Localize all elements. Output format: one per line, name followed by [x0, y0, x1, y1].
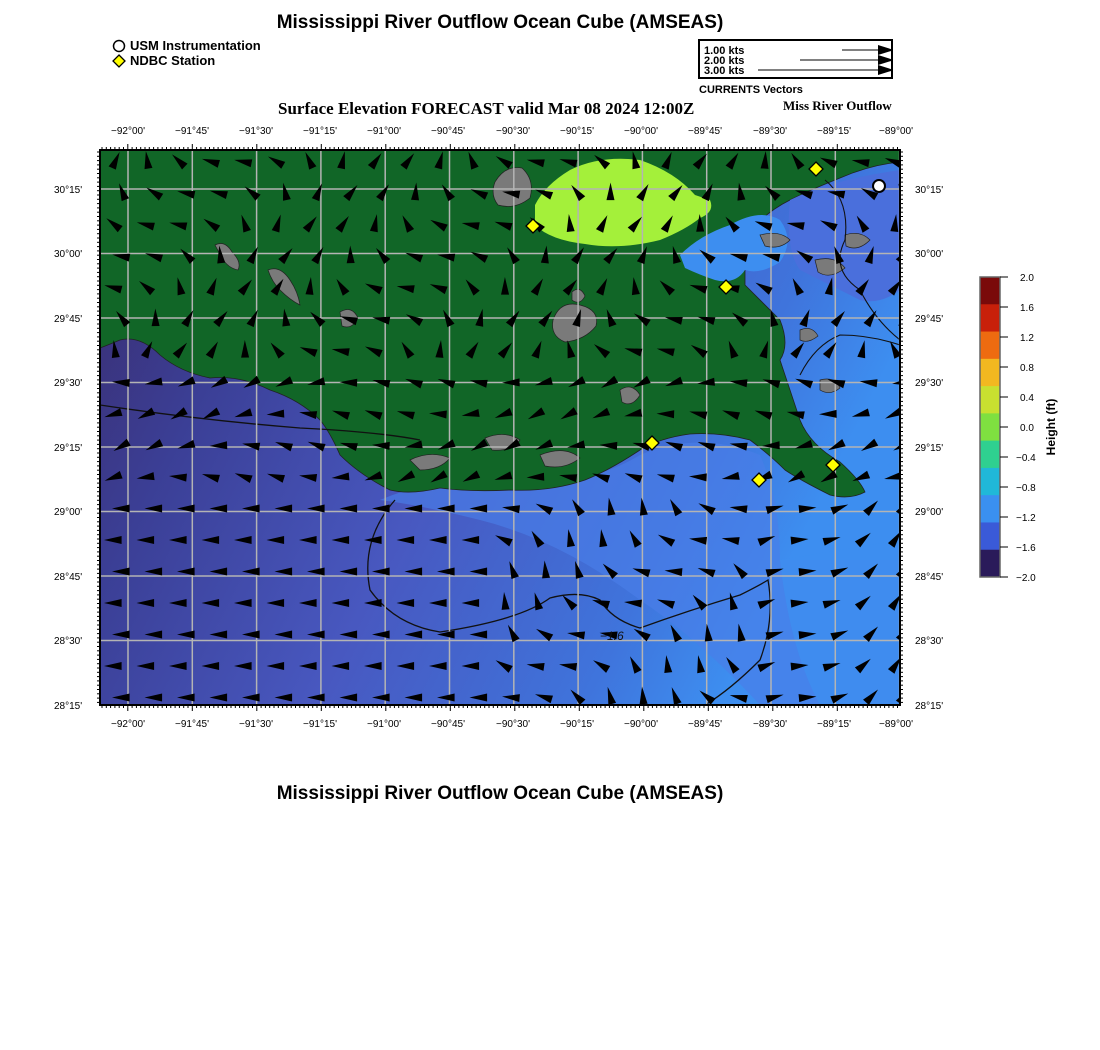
lat-tick-left: 29°30'	[54, 378, 83, 389]
lat-tick-left: 29°15'	[54, 443, 83, 454]
vector-caption: CURRENTS Vectors	[699, 84, 803, 96]
top-title: Mississippi River Outflow Ocean Cube (AMSEAS)	[276, 12, 724, 33]
lon-tick-top: −89°30'	[753, 126, 787, 137]
colorbar-tick: 2.0	[1020, 273, 1034, 284]
colorbar-tick: 0.0	[1020, 423, 1034, 434]
lat-tick-left: 28°30'	[54, 636, 83, 647]
colorbar-segment	[980, 304, 1000, 332]
lon-tick-bottom: −89°00'	[879, 719, 913, 730]
lat-tick-right: 29°00'	[915, 507, 944, 518]
lat-tick-right: 28°45'	[915, 572, 944, 583]
lon-tick-top: −91°45'	[175, 126, 209, 137]
colorbar-tick: 1.6	[1020, 303, 1034, 314]
colorbar-segment	[980, 468, 1000, 496]
lon-tick-top: −91°30'	[239, 126, 273, 137]
lon-tick-bottom: −90°45'	[431, 719, 465, 730]
lon-tick-top: −89°00'	[879, 126, 913, 137]
lat-tick-left: 30°00'	[54, 249, 83, 260]
usm-instrument-marker[interactable]	[873, 180, 885, 192]
lat-tick-right: 29°30'	[915, 378, 944, 389]
lon-tick-bottom: −89°30'	[753, 719, 787, 730]
lat-tick-left: 29°45'	[54, 314, 83, 325]
colorbar-segment	[980, 550, 1000, 578]
lat-tick-left: 28°15'	[54, 701, 83, 712]
colorbar-segment	[980, 386, 1000, 414]
lat-tick-left: 29°00'	[54, 507, 83, 518]
lon-tick-bottom: −90°00'	[624, 719, 658, 730]
lon-tick-top: −89°45'	[688, 126, 722, 137]
lat-tick-right: 30°00'	[915, 249, 944, 260]
colorbar-tick: 0.4	[1020, 393, 1034, 404]
lon-tick-top: −89°15'	[817, 126, 851, 137]
colorbar-segment	[980, 359, 1000, 387]
colorbar-segment	[980, 522, 1000, 550]
lat-tick-right: 28°15'	[915, 701, 944, 712]
lon-tick-bottom: −91°00'	[367, 719, 401, 730]
vector-label-3: 3.00 kts	[704, 65, 745, 77]
lon-tick-bottom: −90°15'	[560, 719, 594, 730]
colorbar-tick: −2.0	[1016, 573, 1036, 584]
lon-tick-top: −91°00'	[367, 126, 401, 137]
vector-label-1: 1.00 kts	[704, 45, 745, 57]
lat-tick-right: 29°45'	[915, 314, 944, 325]
lon-tick-bottom: −92°00'	[111, 719, 145, 730]
colorbar-segment	[980, 495, 1000, 523]
lon-tick-bottom: −90°30'	[496, 719, 530, 730]
colorbar-ticks	[1016, 273, 1036, 584]
colorbar-tick: 1.2	[1020, 333, 1034, 344]
lon-tick-bottom: −89°15'	[817, 719, 851, 730]
lat-tick-left: 28°45'	[54, 572, 83, 583]
lon-tick-top: −90°45'	[431, 126, 465, 137]
region-label: Miss River Outflow	[783, 98, 892, 113]
lon-tick-bottom: −91°15'	[303, 719, 337, 730]
colorbar-tick: 0.8	[1020, 363, 1034, 374]
lon-tick-bottom: −89°45'	[688, 719, 722, 730]
vector-label-2: 2.00 kts	[704, 55, 745, 67]
lon-tick-top: −91°15'	[303, 126, 337, 137]
bottom-title: Mississippi River Outflow Ocean Cube (AMSEAS)	[276, 783, 724, 804]
lon-tick-top: −92°00'	[111, 126, 145, 137]
legend-ndbc-label: NDBC Station	[130, 53, 216, 68]
colorbar-segment	[980, 332, 1000, 360]
colorbar-tick: −1.6	[1016, 543, 1036, 554]
lat-tick-right: 30°15'	[915, 185, 944, 196]
map-subtitle: Surface Elevation FORECAST valid Mar 08 2024 12:00Z	[278, 99, 695, 118]
colorbar-segment	[980, 277, 1000, 305]
lon-tick-top: −90°00'	[624, 126, 658, 137]
colorbar-label: Height (ft)	[1044, 398, 1058, 456]
lon-tick-top: −90°30'	[496, 126, 530, 137]
contour-label: −1.6	[600, 629, 624, 643]
lat-tick-left: 30°15'	[54, 185, 83, 196]
lat-tick-right: 29°15'	[915, 443, 944, 454]
colorbar-tick: −0.4	[1016, 453, 1036, 464]
lon-tick-bottom: −91°45'	[175, 719, 209, 730]
legend-usm-label: USM Instrumentation	[130, 38, 261, 53]
lon-tick-bottom: −91°30'	[239, 719, 273, 730]
colorbar-tick: −0.8	[1016, 483, 1036, 494]
lon-tick-top: −90°15'	[560, 126, 594, 137]
colorbar	[980, 273, 1058, 584]
colorbar-segment	[980, 441, 1000, 469]
colorbar-segment	[980, 413, 1000, 441]
colorbar-tick: −1.2	[1016, 513, 1036, 524]
lat-tick-right: 28°30'	[915, 636, 944, 647]
